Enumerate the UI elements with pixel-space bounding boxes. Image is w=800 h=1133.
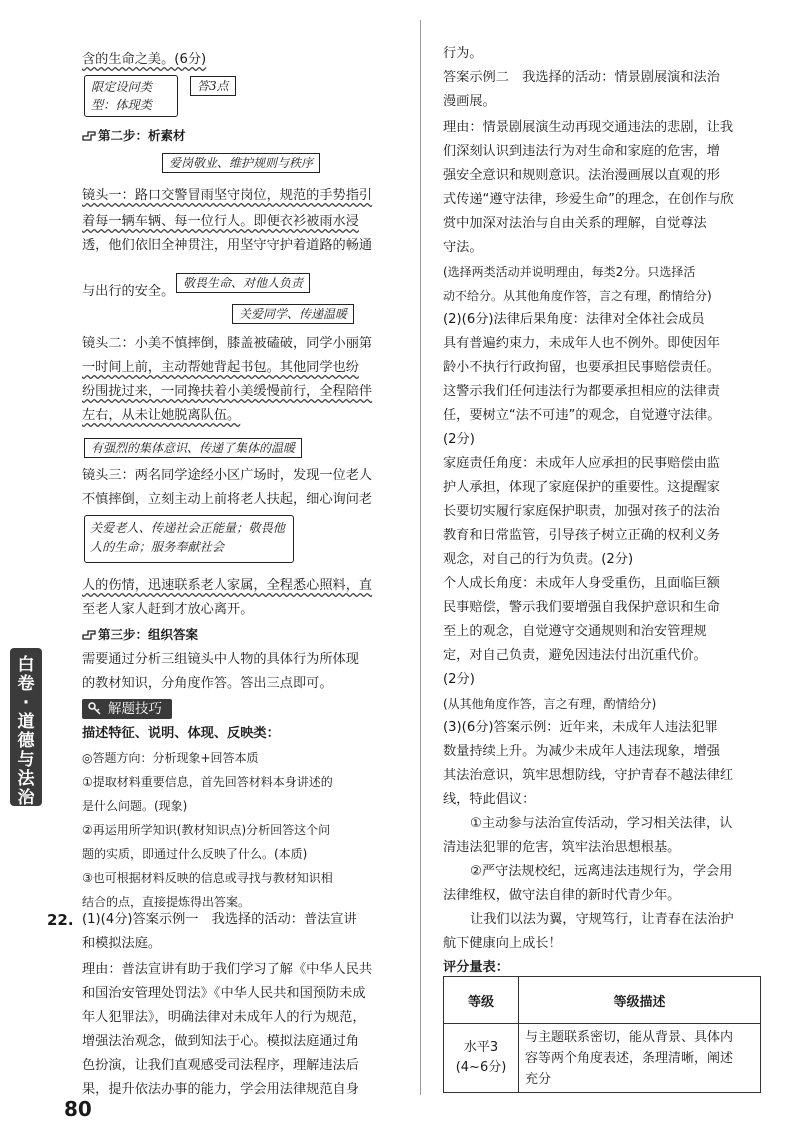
text-line: 结合的点，直接提炼得出答案。 [82, 895, 251, 909]
annotation-box: 爱岗敬业、维护规则与秩序 [162, 153, 320, 173]
text-line: 让我们以法为翼，守规笃行，让青春在法治护 [470, 912, 734, 927]
answer-line: 含的生命之美。(6分) [82, 52, 207, 67]
annotation-box: 敬畏生命、对他人负责 [176, 273, 310, 293]
text-line: 镜头三：两名同学途经小区广场时，发现一位老人 [82, 468, 373, 483]
text-line: ①提取材料重要信息，首先回答材料本身讲述的 [82, 775, 333, 789]
pointing-hand-icon [82, 628, 96, 640]
side-tab-label: 白 卷 · 道 德 与 法 治 [17, 655, 35, 808]
table-header-row [444, 977, 761, 1024]
annotation-text: 关爱老人、传递社会正能量；敬畏他 [90, 521, 285, 535]
key-icon [88, 702, 102, 716]
text-line: (2分) [443, 432, 475, 447]
text-line: 民事赔偿，警示我们要增强自我保护意识和生命 [443, 600, 720, 615]
text-line: 航下健康向上成长！ [443, 936, 562, 951]
text-line: 不慎摔倒，立刻主动上前将老人扶起，细心询问老 [82, 492, 373, 507]
text-line: 描述特征、说明、体现、反映类： [82, 726, 280, 741]
text-line: 透，他们依旧全神贯注，用坚守守护着道路的畅通 [82, 238, 373, 253]
text-line: 理由：普法宣讲有助于我们学习了解《中华人民共 [82, 962, 373, 977]
text-line: ②再运用所学知识(教材知识点)分析回答这个问 [82, 823, 331, 837]
text-line: 式传递“遵守法律，珍爱生命”的理念，在创作与欣 [443, 192, 734, 207]
text-line: 果，提升依法办事的能力，学会用法律规范自身 [82, 1082, 359, 1097]
text-line: ◎答题方向：分析现象+回答本质 [82, 751, 259, 765]
text-line: 定，对自己负责，避免因违法付出沉重代价。 [443, 648, 707, 663]
text-line: 行为。 [443, 46, 483, 61]
text-line: 着每一辆车辆、每一位行人。即便衣衫被雨水浸 [82, 214, 359, 229]
annotation-box [84, 75, 178, 117]
annotation-text: 人的生命；服务奉献社会 [90, 540, 225, 554]
side-tab [10, 648, 42, 806]
text-line: 家庭责任角度：未成年人应承担的民事赔偿由监 [443, 456, 720, 471]
pointing-hand-icon [82, 129, 96, 141]
text-line: 需要通过分析三组镜头中人物的具体行为所体现 [82, 652, 359, 667]
text-line: (选择两类活动并说明理由，每类2分。只选择活 [443, 265, 696, 279]
text-line: 其法治意识，筑牢思想防线，守护青春不越法律红 [443, 768, 734, 783]
annotation-box [84, 515, 294, 563]
text-line: 动不给分。从其他角度作答，言之有理，酌情给分) [443, 289, 712, 303]
text-line: 长要切实履行家庭保护职责，加强对孩子的法治 [443, 504, 720, 519]
text-line: 色扮演，让我们直观感受司法程序，理解违法后 [82, 1058, 359, 1073]
text-line: ①主动参与法治宣传活动，学习相关法律，认 [470, 816, 733, 831]
text-line: 增强法治观念，做到知法于心。模拟法庭通过角 [82, 1034, 359, 1049]
annotation-text: 限定设问类 [91, 80, 152, 94]
text-line: 强安全意识和规则意识。法治漫画展以直观的形 [443, 168, 720, 183]
text-line: (从其他角度作答，言之有理，酌情给分) [443, 697, 657, 711]
text-line: (3)(6分)答案示例：近年来，未成年人违法犯罪 [443, 720, 718, 735]
question-number: 22. [47, 911, 74, 929]
text-line: 具有普遍约束力，未成年人也不例外。即使因年 [443, 336, 720, 351]
text-line: 护人承担，体现了家庭保护的重要性。这提醒家 [443, 480, 720, 495]
text-line: 赏中加深对法治与自由关系的理解，自觉尊法 [443, 216, 707, 231]
table-header-cell: 等级 [444, 977, 519, 1024]
text-line: 理由：情景剧展演生动再现交通违法的悲剧，让我 [443, 120, 734, 135]
text-line: 题的实质，即通过什么反映了什么。(本质) [82, 847, 308, 861]
text-line: 至上的观念，自觉遵守交通规则和治安管理规 [443, 624, 707, 639]
text-line: 镜头二：小美不慎摔倒，膝盖被磕破，同学小丽第 [82, 336, 373, 351]
text-line: 法律维权，做守法自律的新时代青少年。 [443, 888, 681, 903]
text-line: 和模拟法庭。 [82, 936, 162, 951]
text-line: 一时间上前，主动帮她背起书包。其他同学也纷 [82, 360, 359, 375]
rubric-table [443, 976, 761, 1093]
text-line: 人的伤情，迅速联系老人家属，全程悉心照料，直 [82, 578, 373, 593]
text-line: 清违法犯罪的危害，筑牢法治思想根基。 [443, 840, 681, 855]
text-line: 的教材知识，分角度作答。答出三点即可。 [82, 676, 333, 691]
text-line: 守法。 [443, 240, 483, 255]
text-line: 这警示我们任何违法行为都要承担相应的法律责 [443, 384, 720, 399]
column-divider [420, 20, 421, 1095]
text-line: 数量持续上升。为减少未成年人违法现象，增强 [443, 744, 720, 759]
annotation-box: 关爱同学、传递温暖 [232, 304, 354, 324]
text-line: 镜头一：路口交警冒雨坚守岗位，规范的手势指引 [82, 188, 373, 203]
text-line: 答案示例二 我选择的活动：情景剧展演和法治 [443, 70, 720, 85]
text-line: 纷围拢过来，一同搀扶着小美缓慢前行，全程陪伴 [82, 384, 373, 399]
table-cell: 水平3 (4~6分) [444, 1024, 519, 1093]
table-cell: 与主题联系密切，能从背景、具体内 容等两个角度表述，条理清晰，阐述 充分 [519, 1024, 761, 1093]
text-line: 年人犯罪法》，明确法律对未成年人的行为规范， [82, 1010, 366, 1025]
text-line: 至老人家人赶到才放心离开。 [82, 602, 254, 617]
text-line: 左右，从未让她脱离队伍。 [82, 408, 241, 423]
text-line: 是什么问题。(现象) [82, 799, 188, 813]
text-line: 任，要树立“法不可违”的观念，自觉遵守法律。 [443, 408, 721, 423]
text-line: (2分) [443, 672, 475, 687]
text-line: 观念，对自己的行为负责。(2分) [443, 552, 634, 567]
page-number: 80 [64, 1097, 92, 1121]
annotation-text: 型：体现类 [91, 98, 152, 112]
text-line: (1)(4分)答案示例一 我选择的活动：普法宣讲 [82, 912, 357, 927]
rubric-title: 评分量表： [443, 960, 509, 975]
table-row [444, 1024, 761, 1093]
step-heading: 第二步：析素材 [82, 127, 186, 145]
step-heading: 第三步：组织答案 [82, 626, 198, 644]
tips-badge: 解题技巧 [82, 699, 172, 719]
text-line: 漫画展。 [443, 94, 496, 109]
text-line: 线，特此倡议： [443, 792, 536, 807]
text-line: 龄小不执行行政拘留，也要承担民事赔偿责任。 [443, 360, 720, 375]
triangle-icon [21, 794, 31, 800]
text-line: ②严守法规校纪，远离违法违规行为，学会用 [470, 864, 733, 879]
text-line: 与出行的安全。 [82, 284, 175, 299]
table-header-cell: 等级描述 [519, 977, 761, 1024]
annotation-box: 答3点 [190, 76, 236, 96]
text-line: 个人成长角度：未成年人身受重伤，且面临巨额 [443, 576, 720, 591]
text-line: ③也可根据材料反映的信息或寻找与教材知识相 [82, 871, 333, 885]
annotation-box: 有强烈的集体意识、传递了集体的温暖 [84, 438, 302, 458]
text-line: 和国治安管理处罚法》《中华人民共和国预防未成 [82, 986, 366, 1001]
text-line: 教育和日常监管，引导孩子树立正确的权利义务 [443, 528, 720, 543]
text-line: 们深刻认识到违法行为对生命和家庭的危害，增 [443, 144, 720, 159]
text-line: (2)(6分)法律后果角度：法律对全体社会成员 [443, 312, 705, 327]
